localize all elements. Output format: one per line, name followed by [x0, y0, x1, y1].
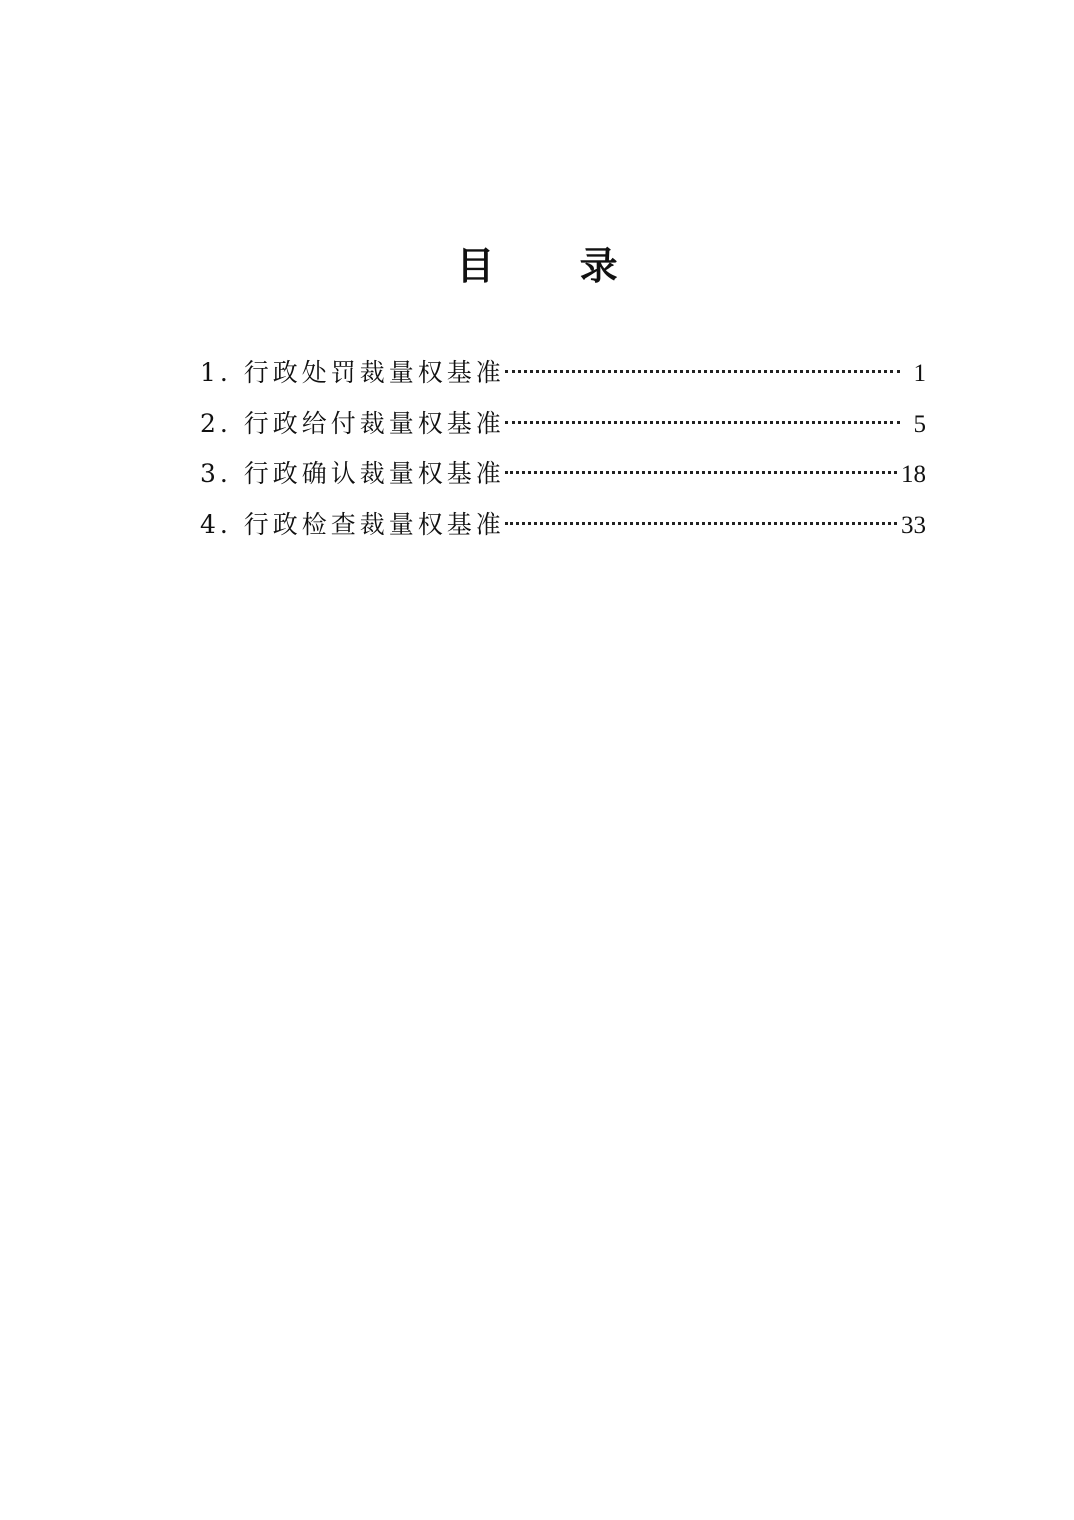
- toc-entry[interactable]: [200, 500, 926, 551]
- toc-dot-leader: [505, 421, 900, 424]
- toc-dot-leader: [505, 522, 897, 525]
- toc-entry-label: 1. 行政处罚裁量权基准: [200, 358, 505, 387]
- toc-dot-leader: [505, 370, 900, 373]
- toc-page-number: 18: [901, 461, 926, 488]
- table-of-contents: [200, 348, 926, 550]
- toc-entry[interactable]: [200, 348, 926, 399]
- toc-page-number: 5: [913, 410, 926, 438]
- toc-entry[interactable]: [200, 399, 926, 450]
- toc-dot-leader: [505, 471, 897, 474]
- toc-entry[interactable]: [200, 449, 926, 500]
- toc-entry-label: 4. 行政检查裁量权基准: [200, 509, 505, 539]
- toc-entry-label: 3. 行政确认裁量权基准: [200, 459, 505, 488]
- toc-entry-label: 2. 行政给付裁量权基准: [200, 408, 505, 438]
- toc-page-number: 1: [913, 360, 926, 387]
- toc-page-number: 33: [901, 511, 926, 539]
- page-title: 目 录: [456, 243, 654, 288]
